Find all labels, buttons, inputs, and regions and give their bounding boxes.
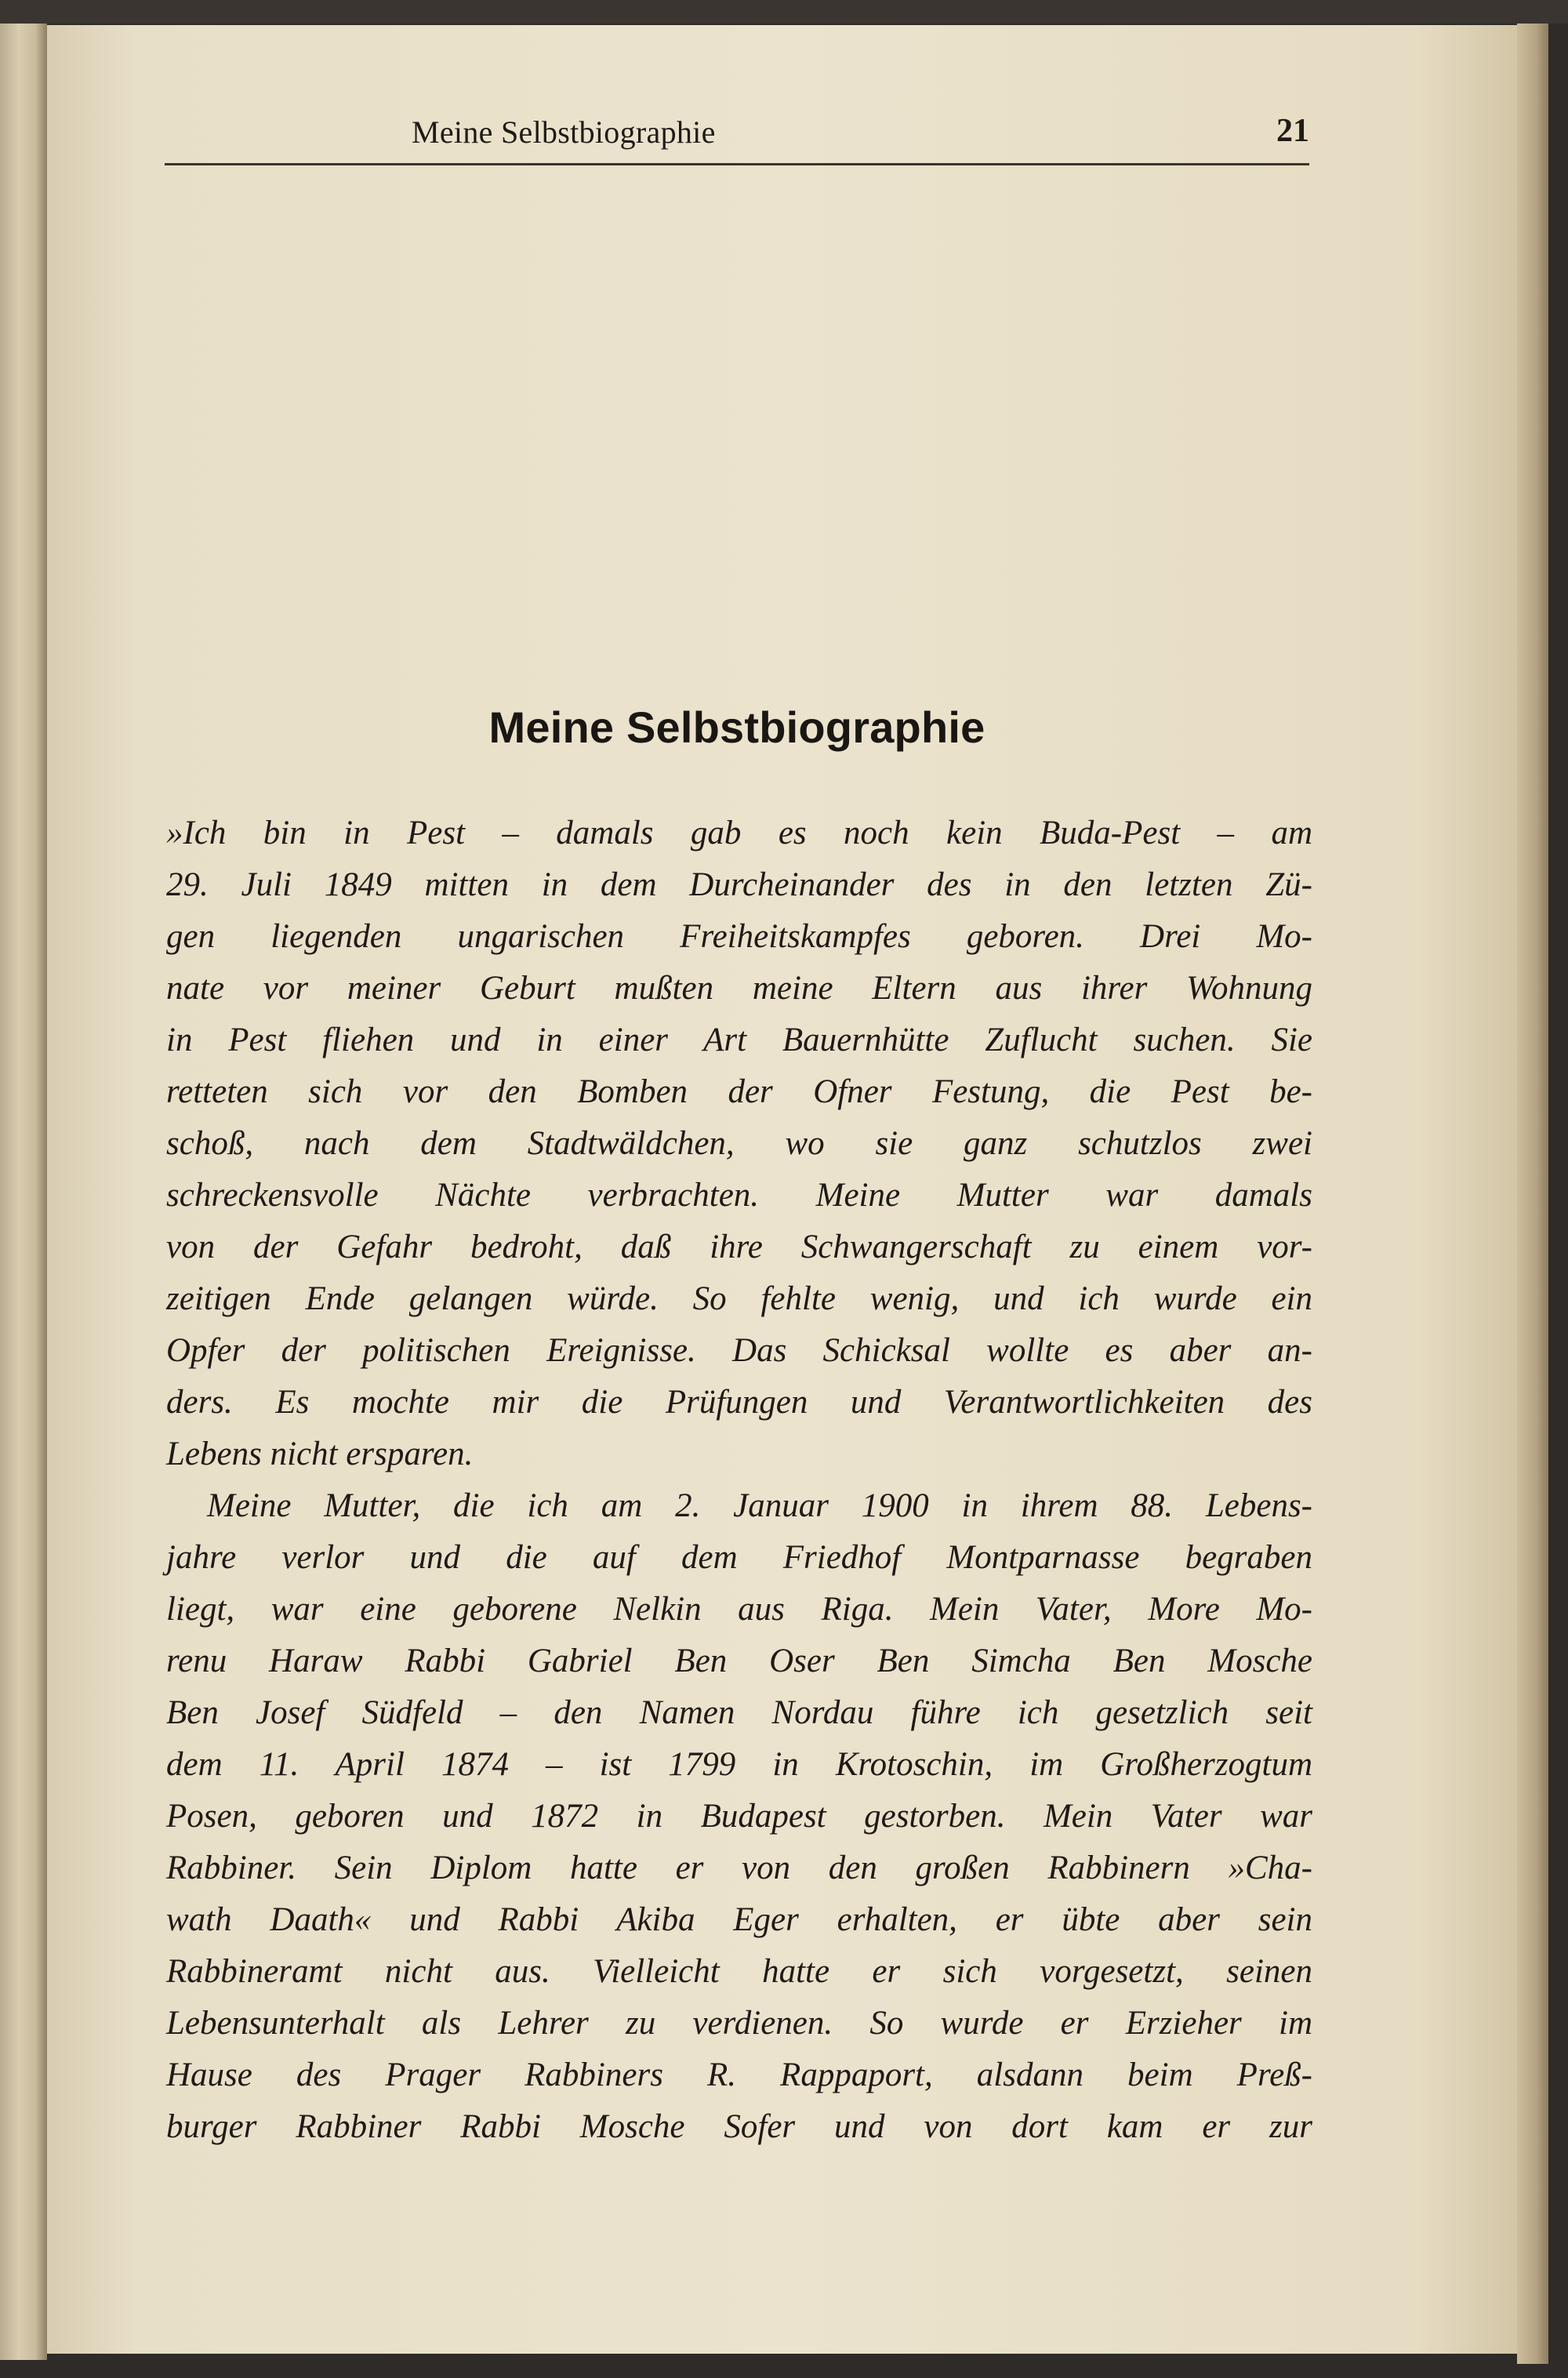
text-line: 29. Juli 1849 mitten in dem Durcheinander des in den letzten Zü- <box>166 866 1312 903</box>
text-line: schreckensvolle Nächte verbrachten. Meine Mutter war damals <box>166 1177 1312 1214</box>
text-line: burger Rabbiner Rabbi Mosche Sofer und von dort kam er zur <box>166 2108 1312 2145</box>
text-line: zeitigen Ende gelangen würde. So fehlte wenig, und ich wurde ein <box>166 1280 1312 1317</box>
text-line: Posen, geboren und 1872 in Budapest gestorben. Mein Vater war <box>166 1798 1312 1835</box>
text-line: Meine Mutter, die ich am 2. Januar 1900 in ihrem 88. Lebens- <box>207 1487 1312 1524</box>
header-rule <box>165 163 1309 165</box>
running-header <box>165 110 1309 165</box>
text-line: dem 11. April 1874 – ist 1799 in Krotoschin, im Großherzogtum <box>166 1746 1312 1783</box>
text-line: Rabbiner. Sein Diplom hatte er von den großen Rabbinern »Cha- <box>166 1850 1312 1886</box>
text-line: Rabbineramt nicht aus. Vielleicht hatte er sich vorgesetzt, seinen <box>166 1953 1312 1990</box>
text-line: schoß, nach dem Stadtwäldchen, wo sie ganz schutzlos zwei <box>166 1125 1312 1162</box>
text-line: wath Daath« und Rabbi Akiba Eger erhalten, er übte aber sein <box>166 1901 1312 1938</box>
text-line: Opfer der politischen Ereignisse. Das Schicksal wollte es aber an- <box>166 1332 1312 1369</box>
text-line: Lebens nicht ersparen. <box>166 1436 474 1472</box>
text-line: Ben Josef Südfeld – den Namen Nordau führe ich gesetzlich seit <box>166 1694 1312 1731</box>
body-text <box>166 808 1312 2153</box>
page-stack-edge <box>1517 24 1548 2364</box>
text-line: renu Haraw Rabbi Gabriel Ben Oser Ben Simcha Ben Mosche <box>166 1643 1312 1679</box>
text-line: ders. Es mochte mir die Prüfungen und Verantwortlichkeiten des <box>166 1384 1312 1421</box>
text-line: von der Gefahr bedroht, daß ihre Schwangerschaft zu einem vor- <box>166 1229 1312 1265</box>
paragraph-2 <box>166 1480 1312 2153</box>
paragraph-1 <box>166 808 1312 1480</box>
facing-page-edge <box>0 24 47 2360</box>
text-line: in Pest fliehen und in einer Art Bauernhütte Zuflucht suchen. Sie <box>166 1022 1312 1058</box>
text-line: »Ich bin in Pest – damals gab es noch kein Buda-Pest – am <box>166 815 1312 851</box>
scan-border <box>0 0 1568 24</box>
text-line: Lebensunterhalt als Lehrer zu verdienen. So wurde er Erzieher im <box>166 2005 1312 2042</box>
text-line: Hause des Prager Rabbiners R. Rappaport, alsdann beim Preß- <box>166 2057 1312 2093</box>
text-line: gen liegenden ungarischen Freiheitskampfes geboren. Drei Mo- <box>166 918 1312 955</box>
text-line: liegt, war eine geborene Nelkin aus Riga. Mein Vater, More Mo- <box>166 1591 1312 1628</box>
text-line: nate vor meiner Geburt mußten meine Eltern aus ihrer Wohnung <box>166 970 1312 1007</box>
running-title: Meine Selbstbiographie <box>412 114 716 150</box>
chapter-title: Meine Selbstbiographie <box>488 703 985 752</box>
text-line: retteten sich vor den Bomben der Ofner Festung, die Pest be- <box>166 1073 1312 1110</box>
text-line: jahre verlor und die auf dem Friedhof Montparnasse begraben <box>166 1539 1312 1576</box>
page-number: 21 <box>1276 113 1309 149</box>
